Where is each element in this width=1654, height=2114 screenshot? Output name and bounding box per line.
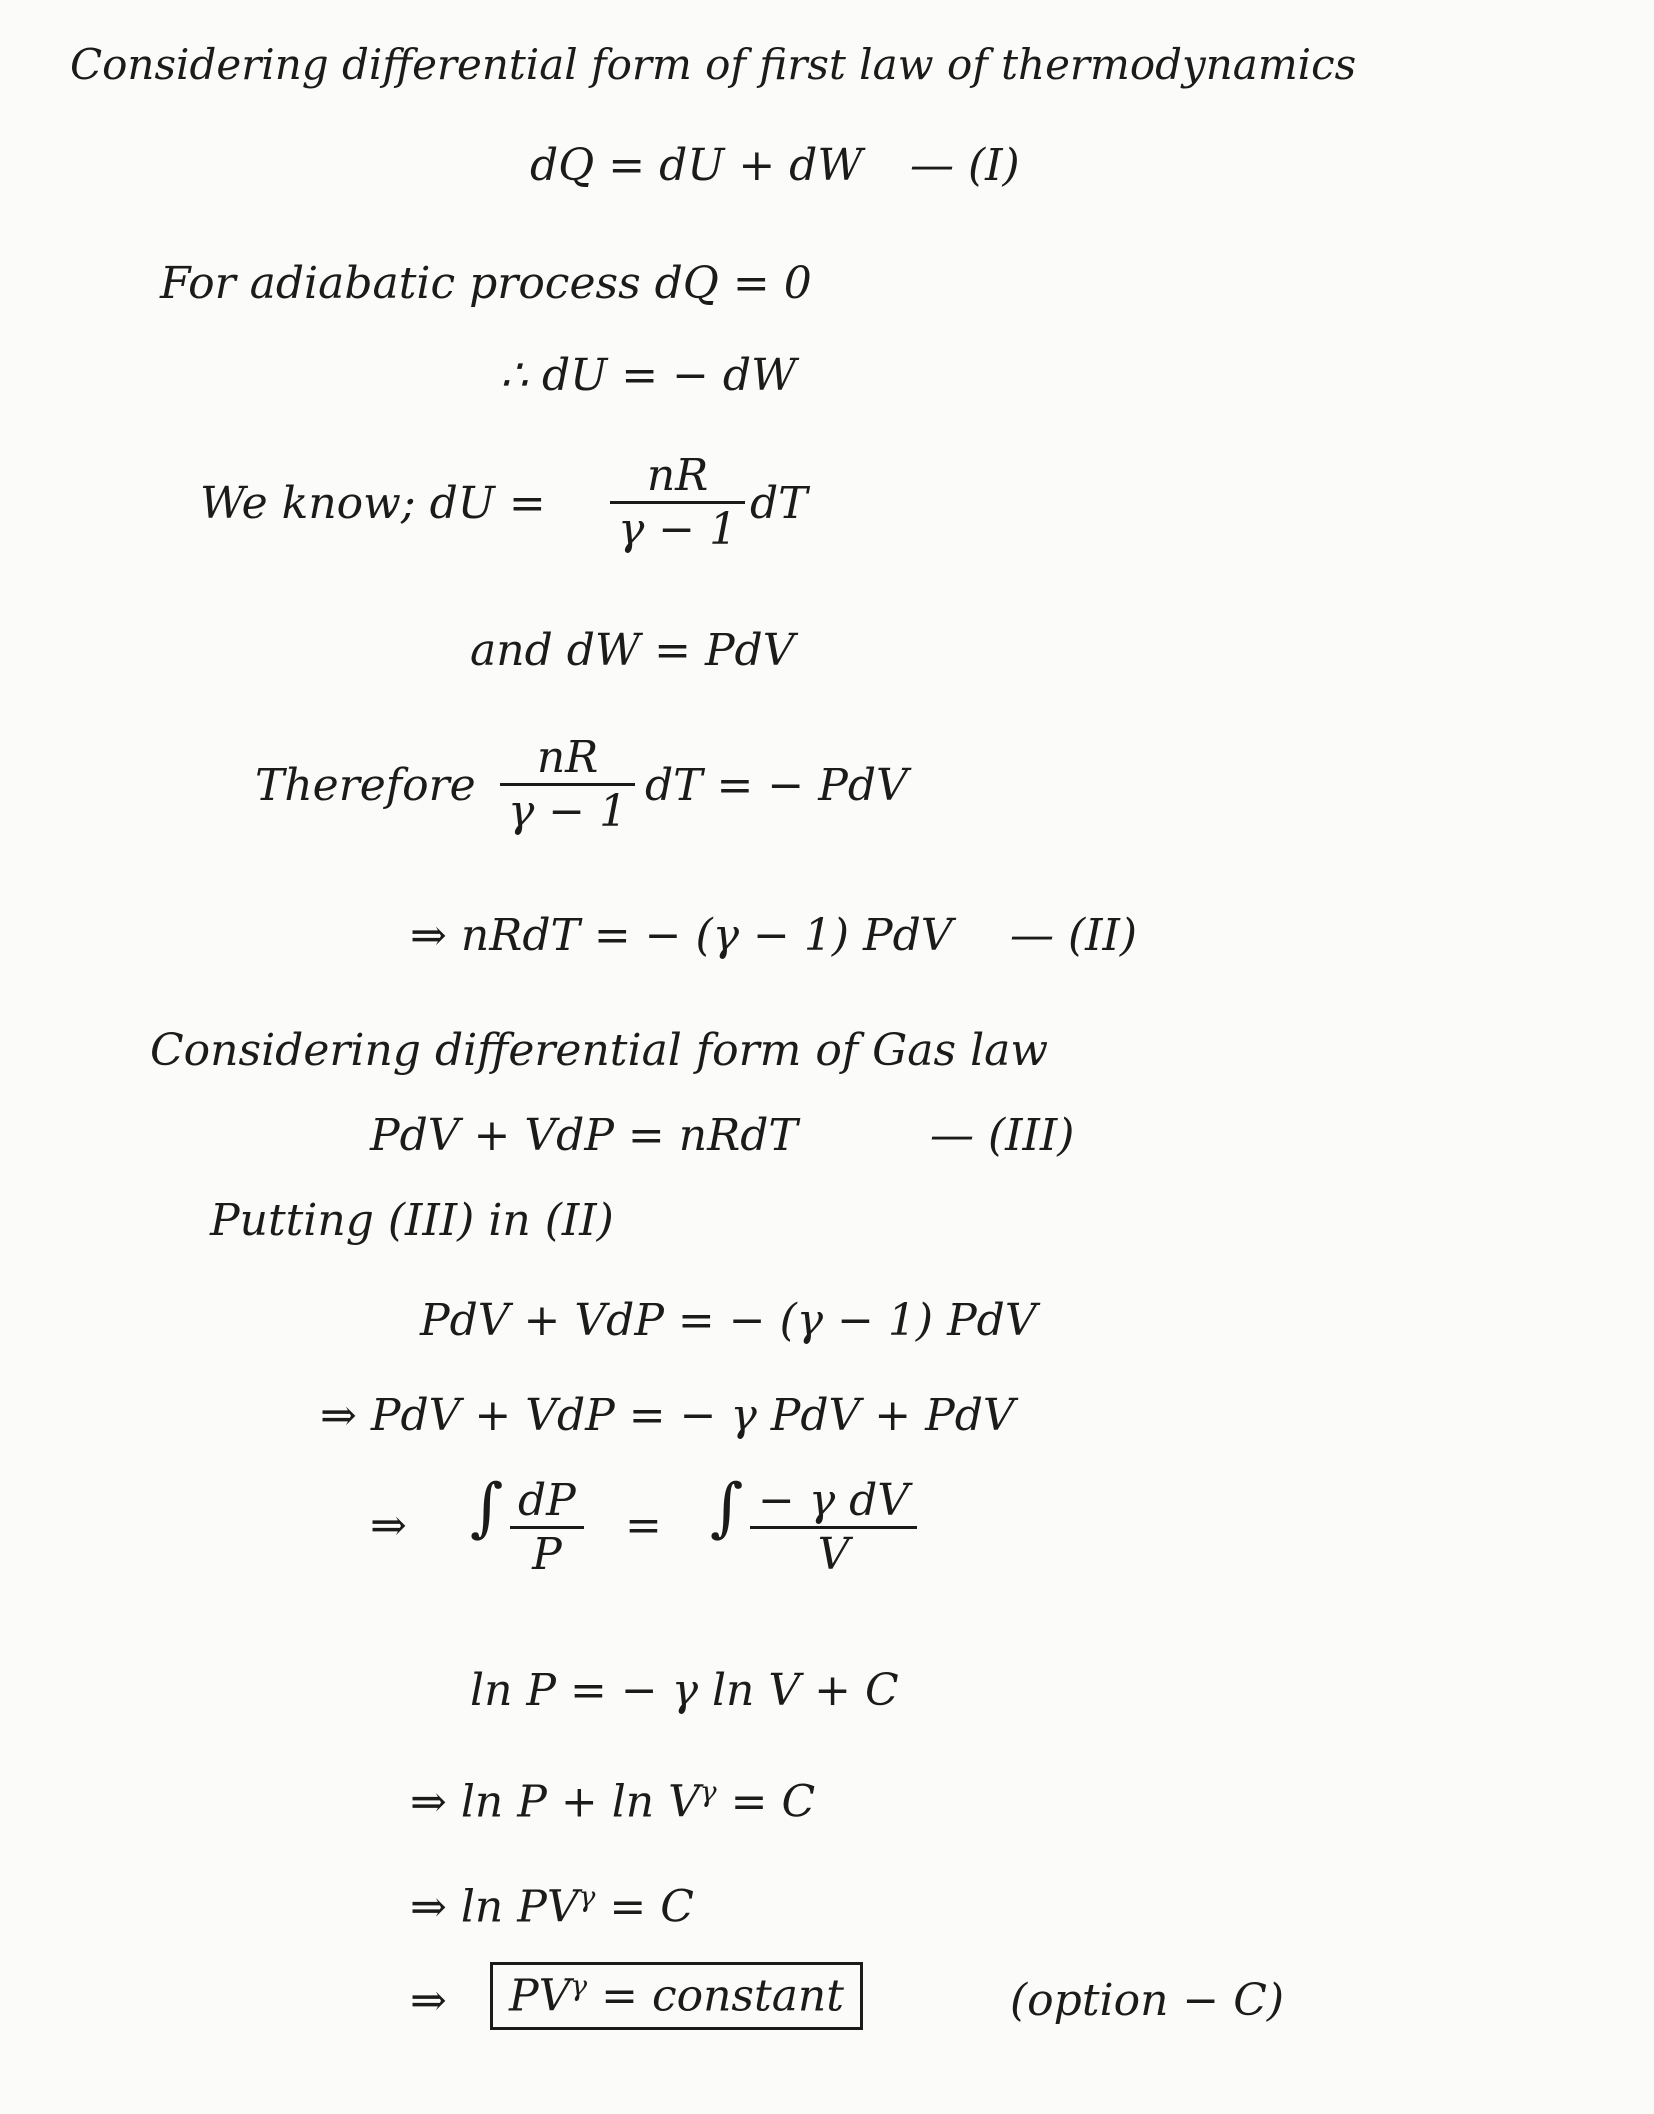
step-6 xyxy=(410,1880,694,1934)
step-3-right-denominator: V xyxy=(817,1529,850,1580)
step-5-exponent: γ xyxy=(699,1775,717,1808)
option-label: (option − C) xyxy=(1010,1975,1285,2026)
therefore-numerator: nR xyxy=(500,732,635,786)
du-equation: ∴ dU = − dW xyxy=(500,350,797,401)
heading-first-law: Considering differential form of first law of thermodynamics xyxy=(70,40,1357,89)
therefore-prefix: Therefore xyxy=(255,760,476,811)
equation-2: ⇒ nRdT = − (γ − 1) PdV xyxy=(410,910,953,961)
step-6-rest: = C xyxy=(595,1881,694,1933)
step-3-equals: = xyxy=(625,1500,662,1551)
step-3-left-numerator: dP xyxy=(510,1475,584,1529)
equation-3-tag: — (III) xyxy=(930,1110,1075,1161)
equation-1-tag: — (I) xyxy=(910,140,1020,191)
adiabatic-condition: For adiabatic process dQ = 0 xyxy=(160,258,812,309)
step-3-left-fraction xyxy=(510,1475,584,1580)
final-lhs: PV xyxy=(509,1970,571,2022)
step-3-arrow: ⇒ xyxy=(370,1500,407,1551)
step-1: PdV + VdP = − (γ − 1) PdV xyxy=(420,1295,1037,1346)
step-5 xyxy=(410,1775,815,1829)
step-5-rest: = C xyxy=(716,1776,816,1828)
step-4: ln P = − γ ln V + C xyxy=(470,1665,899,1716)
we-know-numerator: nR xyxy=(610,450,745,504)
therefore-fraction xyxy=(500,732,635,837)
we-know-fraction xyxy=(610,450,745,555)
final-rhs: = constant xyxy=(587,1970,844,2022)
step-5-text: ⇒ ln P + ln V xyxy=(410,1776,700,1828)
final-exponent: γ xyxy=(570,1969,588,2002)
final-result-box xyxy=(490,1962,863,2030)
step-2: ⇒ PdV + VdP = − γ PdV + PdV xyxy=(320,1390,1015,1441)
equation-3: PdV + VdP = nRdT xyxy=(370,1110,798,1161)
step-6-exponent: γ xyxy=(578,1880,596,1913)
step-3-right-numerator: − γ dV xyxy=(750,1475,917,1529)
therefore-suffix: dT = − PdV xyxy=(645,760,908,811)
step-3-left-denominator: P xyxy=(532,1529,562,1580)
we-know-denominator: γ − 1 xyxy=(618,504,738,555)
integral-sign-right: ∫ xyxy=(710,1471,744,1545)
putting-line: Putting (III) in (II) xyxy=(210,1195,614,1246)
we-know-suffix: dT xyxy=(750,478,808,529)
equation-1: dQ = dU + dW xyxy=(530,140,863,191)
gas-law-heading: Considering differential form of Gas law xyxy=(150,1025,1049,1076)
dw-equation: and dW = PdV xyxy=(470,625,795,676)
equation-2-tag: — (II) xyxy=(1010,910,1138,961)
final-arrow: ⇒ xyxy=(410,1975,447,2026)
therefore-denominator: γ − 1 xyxy=(508,786,628,837)
integral-sign-left: ∫ xyxy=(470,1471,504,1545)
step-3-right-fraction xyxy=(750,1475,917,1580)
step-6-text: ⇒ ln PV xyxy=(410,1881,579,1933)
we-know-prefix: We know; dU = xyxy=(200,478,546,529)
